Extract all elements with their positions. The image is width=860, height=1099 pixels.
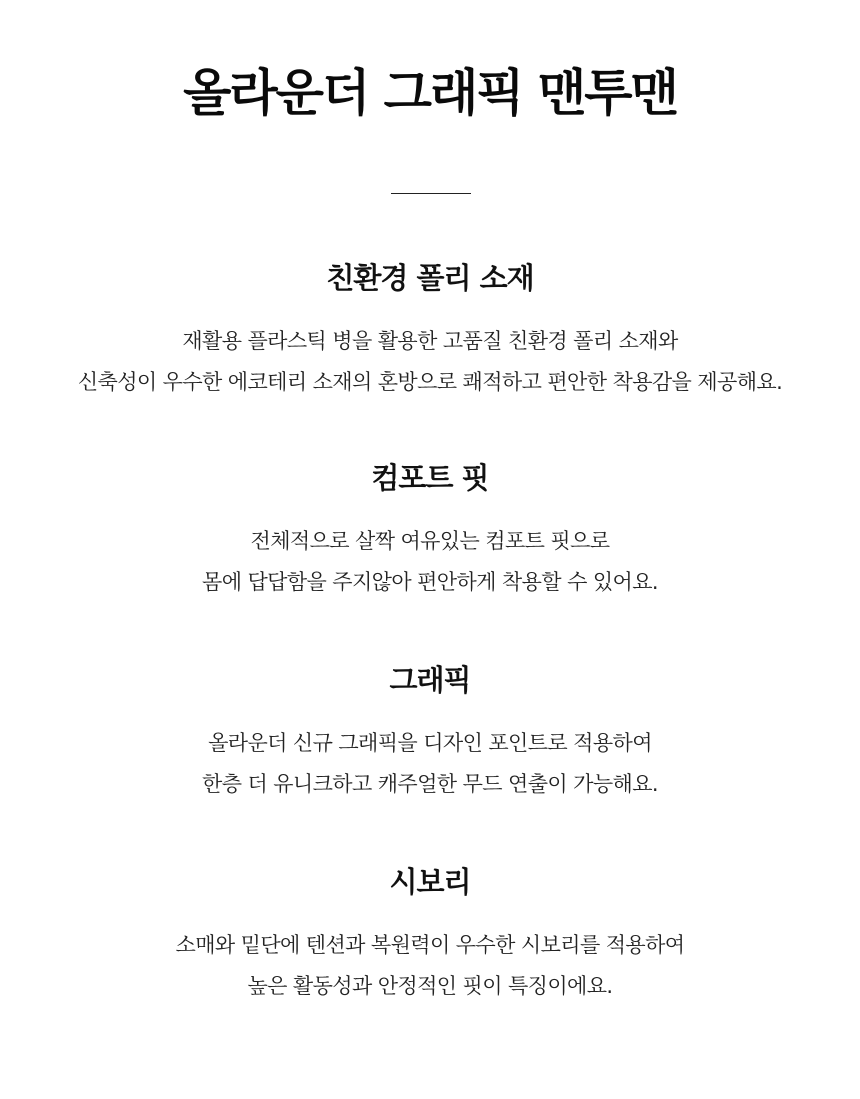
description-line: 몸에 답답함을 주지않아 편안하게 착용할 수 있어요.	[202, 570, 658, 594]
section-ribbing	[0, 862, 860, 1007]
section-heading: 그래픽	[389, 663, 471, 697]
section-description	[0, 723, 860, 805]
description-line: 재활용 플라스틱 병을 활용한 고품질 친환경 폴리 소재와	[182, 329, 678, 353]
section-eco-poly	[0, 258, 860, 403]
section-description	[0, 521, 860, 603]
section-graphic	[0, 660, 860, 805]
section-heading: 시보리	[389, 865, 471, 899]
title-divider	[391, 193, 471, 194]
section-heading: 친환경 폴리 소재	[326, 261, 534, 295]
description-line: 올라운더 신규 그래픽을 디자인 포인트로 적용하여	[208, 731, 652, 755]
section-description	[0, 925, 860, 1007]
description-line: 전체적으로 살짝 여유있는 컴포트 핏으로	[250, 529, 610, 553]
page-title: 올라운더 그래픽 맨투맨	[183, 64, 677, 122]
description-line: 높은 활동성과 안정적인 핏이 특징이에요.	[247, 974, 613, 998]
description-line: 신축성이 우수한 에코테리 소재의 혼방으로 쾌적하고 편안한 착용감을 제공해요.	[77, 370, 783, 394]
section-description	[0, 321, 860, 403]
description-line: 한층 더 유니크하고 캐주얼한 무드 연출이 가능해요.	[202, 772, 658, 796]
description-line: 소매와 밑단에 텐션과 복원력이 우수한 시보리를 적용하여	[175, 933, 685, 957]
section-comfort-fit	[0, 458, 860, 603]
section-heading: 컴포트 핏	[371, 461, 489, 495]
